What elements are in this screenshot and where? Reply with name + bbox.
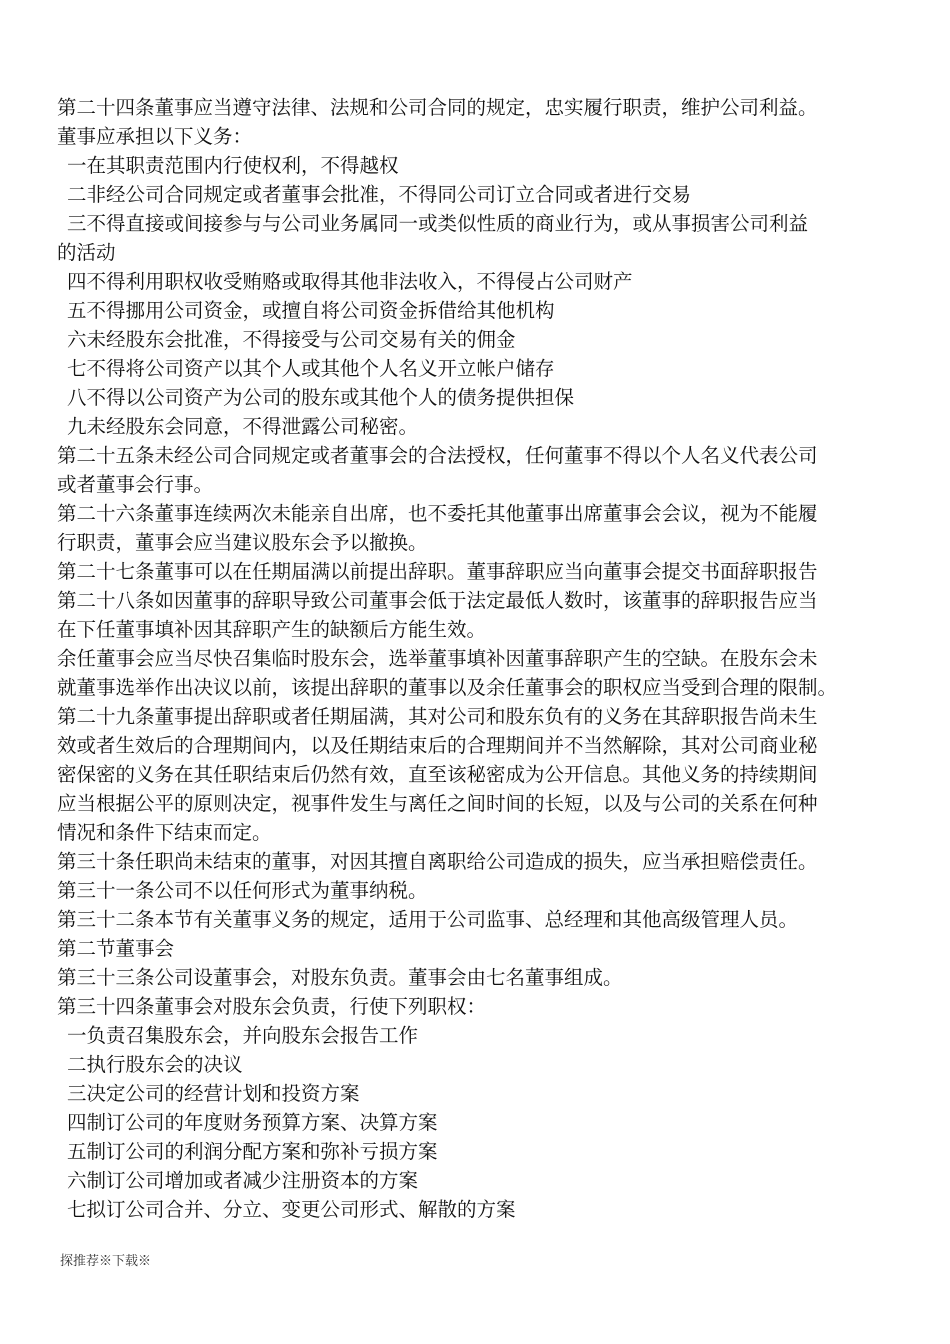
list-item: 一负责召集股东会，并向股东会报告工作: [67, 1024, 419, 1047]
paragraph-line: 密保密的义务在其任职结束后仍然有效，直至该秘密成为公开信息。其他义务的持续期间: [57, 763, 818, 786]
paragraph-line: 效或者生效后的合理期间内，以及任期结束后的合理期间并不当然解除，其对公司商业秘: [57, 734, 818, 757]
list-item: 八不得以公司资产为公司的股东或其他个人的债务提供担保: [67, 386, 575, 409]
paragraph-line: 第三十一条公司不以任何形式为董事纳税。: [57, 879, 428, 902]
paragraph-line: 第二十八条如因董事的辞职导致公司董事会低于法定最低人数时，该董事的辞职报告应当: [57, 589, 818, 612]
paragraph-line: 第二十九条董事提出辞职或者任期届满，其对公司和股东负有的义务在其辞职报告尚未生: [57, 705, 818, 728]
list-item: 五不得挪用公司资金，或擅自将公司资金拆借给其他机构: [67, 299, 555, 322]
paragraph-line: 第二十七条董事可以在任期届满以前提出辞职。董事辞职应当向董事会提交书面辞职报告: [57, 560, 818, 583]
paragraph-line: 第二十五条未经公司合同规定或者董事会的合法授权，任何董事不得以个人名义代表公司: [57, 444, 818, 467]
paragraph-line: 就董事选举作出决议以前，该提出辞职的董事以及余任董事会的职权应当受到合理的限制。: [57, 676, 838, 699]
list-item: 二执行股东会的决议: [67, 1053, 243, 1076]
paragraph-line: 的活动: [57, 241, 116, 264]
list-item: 二非经公司合同规定或者董事会批准，不得同公司订立合同或者进行交易: [67, 183, 692, 206]
list-item: 七拟订公司合并、分立、变更公司形式、解散的方案: [67, 1198, 516, 1221]
page-footer: 探推荐※下载※: [60, 1254, 152, 1269]
list-item: 五制订公司的利润分配方案和弥补亏损方案: [67, 1140, 438, 1163]
list-item: 七不得将公司资产以其个人或其他个人名义开立帐户储存: [67, 357, 555, 380]
document-body: [57, 93, 893, 1224]
list-item: 六制订公司增加或者减少注册资本的方案: [67, 1169, 419, 1192]
list-item: 四不得利用职权收受贿赂或取得其他非法收入，不得侵占公司财产: [67, 270, 633, 293]
paragraph-line: 余任董事会应当尽快召集临时股东会，选举董事填补因董事辞职产生的空缺。在股东会未: [57, 647, 818, 670]
list-item: 三决定公司的经营计划和投资方案: [67, 1082, 360, 1105]
paragraph-line: 或者董事会行事。: [57, 473, 214, 496]
paragraph-line: 在下任董事填补因其辞职产生的缺额后方能生效。: [57, 618, 487, 641]
paragraph-line: 第三十条任职尚未结束的董事，对因其擅自离职给公司造成的损失，应当承担赔偿责任。: [57, 850, 818, 873]
list-item: 一在其职责范围内行使权利，不得越权: [67, 154, 399, 177]
paragraph-line: 第二十四条董事应当遵守法律、法规和公司合同的规定，忠实履行职责，维护公司利益。: [57, 96, 818, 119]
paragraph-line: 行职责，董事会应当建议股东会予以撤换。: [57, 531, 428, 554]
paragraph-line: 第二十六条董事连续两次未能亲自出席，也不委托其他董事出席董事会会议，视为不能履: [57, 502, 818, 525]
list-item: 九未经股东会同意，不得泄露公司秘密。: [67, 415, 419, 438]
paragraph-line: 第三十二条本节有关董事义务的规定，适用于公司监事、总经理和其他高级管理人员。: [57, 908, 799, 931]
paragraph-line: 第三十四条董事会对股东会负责，行使下列职权：: [57, 995, 487, 1018]
list-item: 四制订公司的年度财务预算方案、决算方案: [67, 1111, 438, 1134]
paragraph-line: 第二节董事会: [57, 937, 175, 960]
paragraph-line: 董事应承担以下义务：: [57, 125, 253, 148]
list-item: 三不得直接或间接参与与公司业务属同一或类似性质的商业行为，或从事损害公司利益: [67, 212, 809, 235]
paragraph-line: 应当根据公平的原则决定，视事件发生与离任之间时间的长短，以及与公司的关系在何种: [57, 792, 818, 815]
paragraph-line: 第三十三条公司设董事会，对股东负责。董事会由七名董事组成。: [57, 966, 623, 989]
paragraph-line: 情况和条件下结束而定。: [57, 821, 272, 844]
list-item: 六未经股东会批准，不得接受与公司交易有关的佣金: [67, 328, 516, 351]
